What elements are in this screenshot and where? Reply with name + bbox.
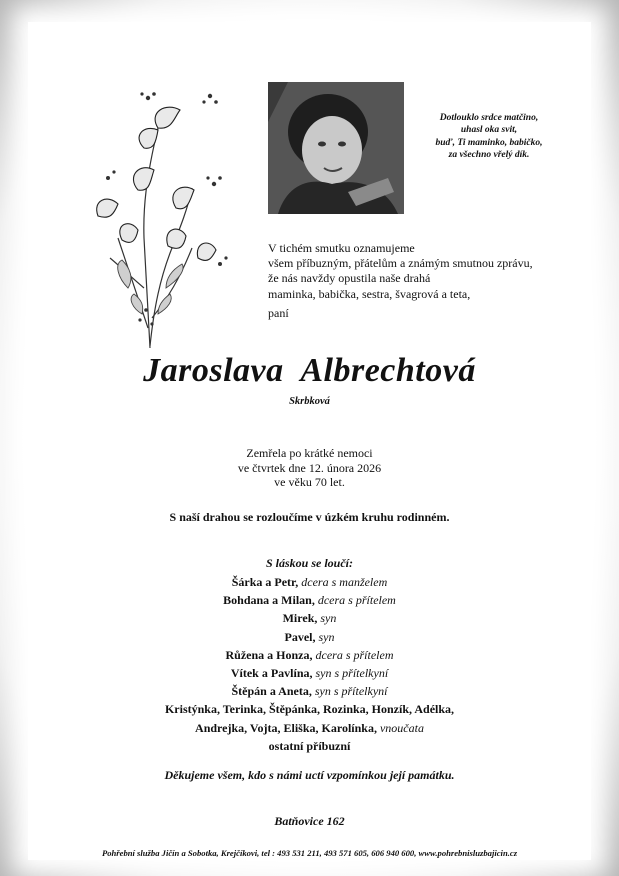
mourner-row [0, 737, 619, 755]
mourner-names: Kristýnka, Terinka, Štěpánka, Rozinka, Honzík, Adélka, [164, 702, 455, 717]
mourner-row [0, 646, 619, 664]
mourners-heading: S láskou se loučí: [265, 556, 353, 570]
mourner-row [0, 628, 619, 646]
mourners-list [0, 573, 619, 755]
verse-line: uhasl oka svit, [460, 125, 518, 136]
mourner-row [0, 700, 619, 718]
verse-line: za všechno vřelý dík. [448, 150, 530, 161]
mourner-relation: syn [320, 611, 337, 626]
mourner-names: Štěpán a Aneta, [231, 684, 312, 699]
mourner-names: Růžena a Honza, [225, 647, 313, 662]
death-line: ve věku 70 let. [274, 475, 345, 489]
thanks-line: Děkujeme všem, kdo s námi uctí vzpomínkou její památku. [164, 768, 455, 782]
mourner-relation: vnoučata [379, 720, 424, 735]
intro-line: V tichém smutku oznamujeme [268, 241, 415, 255]
deceased-name: Jaroslava Albrechtová [143, 352, 476, 389]
mourner-relation: dcera s manželem [301, 575, 388, 589]
mourner-row [0, 573, 619, 591]
memorial-verse [414, 112, 564, 162]
mourner-row [0, 682, 619, 700]
mourner-relation: syn s přítelkyní [314, 684, 388, 699]
mourner-relation: dcera s přítelem [315, 647, 394, 662]
funeral-service-footer: Pohřební služba Jičín a Sobotka, Krejčíkovi, tel : 493 531 211, 493 571 605, 606 940 600, www.pohrebnisluzbajicin.cz [101, 848, 518, 858]
portrait-photo [268, 82, 404, 214]
mourner-names: Andrejka, Vojta, Eliška, Karolínka, [195, 720, 377, 735]
death-line: ve čtvrtek dne 12. února 2026 [237, 460, 382, 475]
address: Batňovice 162 [274, 814, 345, 828]
mourner-names: Pavel, [284, 629, 316, 644]
maiden-name: Skrbková [289, 396, 330, 407]
intro-line: všem příbuzným, přátelům a známým smutnou zprávu, [268, 256, 533, 271]
mourner-names: Vítek a Pavlína, [230, 666, 313, 681]
mourner-row [0, 719, 619, 737]
mourner-names: Bohdana a Milan, [223, 593, 315, 608]
intro-line: že nás navždy opustila naše drahá [268, 271, 431, 286]
verse-line: buď, Ti maminko, babičko, [435, 137, 543, 148]
death-details [0, 446, 619, 490]
mourner-row [0, 664, 619, 682]
intro-line: maminka, babička, sestra, švagrová a teta, [268, 286, 471, 301]
mourner-row [0, 591, 619, 609]
calla-lily-illustration [88, 88, 238, 350]
mourner-names: Šárka a Petr, [231, 575, 299, 589]
mourner-row [0, 609, 619, 627]
mourner-relation: syn [318, 629, 335, 644]
farewell-notice: S naší drahou se rozloučíme v úzkém kruhu rodinném. [169, 510, 450, 524]
announcement-text [268, 241, 568, 302]
mourner-relation: dcera s přítelem [317, 593, 396, 608]
pani-label: paní [268, 306, 289, 320]
mourner-relation: syn s přítelkyní [315, 666, 389, 681]
mourner-names: ostatní příbuzní [268, 738, 351, 753]
death-line: Zemřela po krátké nemoci [246, 446, 373, 460]
verse-line: Dotlouklo srdce matčino, [439, 113, 539, 123]
mourner-names: Mirek, [282, 611, 318, 626]
